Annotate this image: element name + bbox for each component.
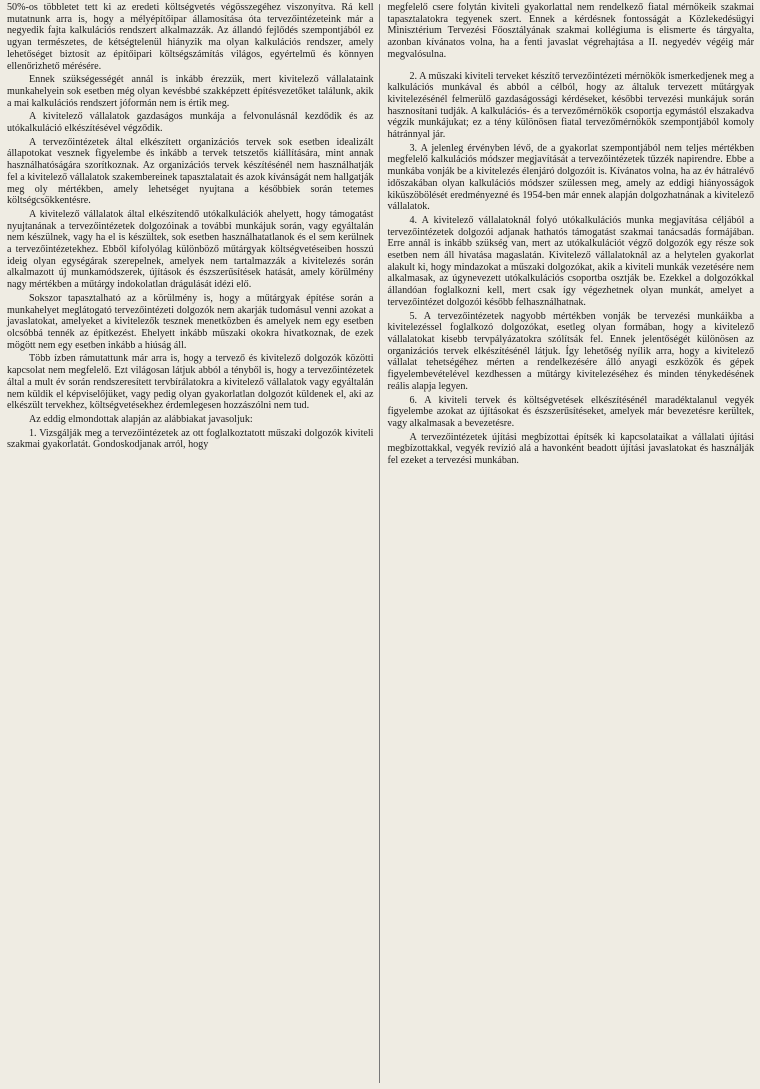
list-item: 4. A kivitelező vállalatoknál folyó utókalkulációs munka megjavítása céljából a tervezőintézetek dolgozói adjanak hathatós támogatást szakmai tanácsadás formájában. Erre annál is inkább szükség van, mert az utókalkulációt végző dolgozók egy része sok esetben nem áll hivatása magaslatán. Kivitelező vállalatoknál az a helytelen gyakorlat alakult ki, hogy mindazokat a műszaki dolgozókat, akik a kiviteli munkák vezetésére nem alkalmasak, az úgynevezett utókalkulációs csoportba osztják be. Ezekkel a dolgozókkal állandóan foglalkozni kell, mert csak így végezhetnek olyan munkát, amelyet a tervezőintézet dolgozói később felhasználhatnak.: [387, 214, 754, 308]
list-item: 3. A jelenleg érvényben lévő, de a gyakorlat szempontjából nem teljes mértékben megfelelő kalkulációs módszer megjavítását a tervezőintézetek tűzzék napirendre. Ebbe a munkába vonják be a kivitelezés élenjáró dolgozóit is. Kívánatos volna, ha az év hátralévő időszakában olyan kalkulációs módszer szülessen meg, amely az eddigi hiányosságok kiküszöbölését eredményezné és 1954-ben már ennek alapján dolgozhatnának a kivitelező vállalatok.: [387, 142, 754, 213]
paragraph: 50%-os többletet tett ki az eredeti költségvetés végösszegéhez viszonyítva. Rá kell mutatnunk arra is, hogy a mélyépítőipar államosítása óta tervezőintézeteink már a negyedik fajta kalkulációs rendszert alkalmazzák. Az állandó fejlődés szempontjából ez ugyan természetes, de kétségtelenül hiányzik ma olyan kalkulációs rendszer, amely lehetőséget biztosít az építőipari költségszámítás világos, egyértelmű és könnyen ellenőrizhető mérésére.: [7, 2, 374, 72]
paragraph: A tervezőintézetek által elkészített organizációs tervek sok esetben idealizált állapotokat vesznek figyelembe és inkább a tervek tetszetős kiállítására, mint annak használhatóságára szorítkoznak. Az organizációs tervek készítésénél nem használhatják fel a kivitelező vállalatok szakembereinek tapasztalatait és azok kívánságát nem hallgatják meg oly mértékben, amely lehetséget nyujtana a későbbiek során tetemes költségcsökkentésre.: [7, 136, 374, 207]
paragraph: Ennek szükségességét annál is inkább érezzük, mert kivitelező vállalataink munkahelyein sok esetben még olyan kevésbbé szakképzett építésvezetőket találunk, akik a mai kalkulációs rendszert jóformán nem is értik meg.: [7, 74, 374, 109]
list-item: 5. A tervezőintézetek nagyobb mértékben vonják be tervezési munkáikba a kivitelezéssel foglalkozó dolgozókat, esetleg olyan formában, hogy a kivitelező vállalatokat kisebb tervpályázatokra szólítsák fel. Ennek jelentőségét különösen az organizációs tervek elkészítésénél látjuk. Így lehetőség nyílik arra, hogy a kivitelező vállalat tehetségéhez mérten a rendelkezésére álló anyagi eszközök és gépek figyelembevételével kezdhessen a műtárgy kivitelezéséhez és minden ténykedésének reális alapja legyen.: [387, 310, 754, 392]
list-item: 6. A kiviteli tervek és költségvetések elkészítésénél maradéktalanul vegyék figyelembe azokat az újításokat és észszerűsítéseket, amelyek már bevezetésre kerültek, vagy alkalmasak a bevezetésre.: [387, 394, 754, 429]
paragraph: A tervezőintézetek újítási megbízottai építsék ki kapcsolataikat a vállalati újítási megbízottakkal, vegyék revízió alá a havonként beadott újítási javaslatokat és használják fel ezeket a tervezési munkában.: [387, 431, 754, 467]
paragraph: Az eddig elmondottak alapján az alábbiakat javasoljuk:: [29, 413, 253, 425]
right-column: [388, 2, 755, 1089]
list-item: 2. A műszaki kiviteli terveket készítő tervezőintézeti mérnökök ismerkedjenek meg a kalkulációs munkával és abból a célból, hogy az általuk tervezett műtárgyak kivitelezésénél felmerülő gazdaságossági kérdéseket, későbbi tervezési munkájuk során hasznosítani tudják. A kalkulációs- és a tervezőmérnökök csoportja egymástól elszakadva végzik munkájukat; ez a tény különösen fiatal tervezőmérnökök szempontjából komoly hátránnyal jár.: [387, 70, 754, 141]
paragraph: A kivitelező vállalatok által elkészítendő utókalkulációk ahelyett, hogy támogatást nyujtanának a tervezőintézetek dolgozóinak a további munkájuk során, vagy egyáltalán nem készülnek, vagy ha el is készültek, sok esetben használhatatlanok és el sem kerülnek a tervezőintézetekhez. Ebből kifolyólag különböző műtárgyak költségvetéseiben hosszú ideig olyan egységárak szerepelnek, amelyek nem tartalmazzák a kivitelezés során alkalmazott új munkamódszerek, újítások és észszerűsítések hatását, amely körülmény nagy mértékben a műtárgy indokolatlan drágulását idézi elő.: [7, 208, 374, 291]
paragraph: Több ízben rámutattunk már arra is, hogy a tervező és kivitelező dolgozók közötti kapcsolat nem megfelelő. Ezt világosan látjuk abból a tényből is, hogy a tervezőintézetek által a mult év során rendszeresített tervbírálatokra a kivitelező vállalatok vagy egyáltalán nem küldik el képviselőjüket, vagy pedig olyan gyakorlatlan dolgozót küldenek el, aki az elkészült tervekhez, költségvetésekhez érdemlegesen hozzászólni nem tud.: [7, 353, 374, 412]
paragraph: Sokszor tapasztalható az a körülmény is, hogy a műtárgyak építése során a munkahelyet meglátogató tervezőintézeti dolgozók nem akarják tudomásul venni azokat a javaslatokat, amelyeket a kivitelezők tesznek menetközben és amelyek nem egy esetben olcsóbbá tennék az építkezést. Ehelyett inkább műszaki okokra hivatkoznak, de ezek mögött nem egy esetben inkább a hiúság áll.: [7, 292, 374, 351]
list-item: 1. Vizsgálják meg a tervezőintézetek az ott foglalkoztatott műszaki dolgozók kiviteli szakmai gyakorlatát. Gondoskodjanak arról, hogy: [7, 427, 374, 451]
list-item-continuation: megfelelő csere folytán kiviteli gyakorlattal nem rendelkező fiatal mérnökeik szakmai tapasztalatokra tegyenek szert. Ennek a kérdésnek fontosságát a Közlekedésügyi Minisztérium Tervezési Főosztályának szakmai kollégiuma is elismerte és tárgyalta, azonban kívánatos volna, ha a fenti javaslat végrehajtása a II. negyedév végéig már megvalósulna.: [387, 2, 754, 60]
paragraph: A kivitelező vállalatok gazdaságos munkája a felvonulásnál kezdődik és az utókalkuláció elkészítésével végződik.: [7, 111, 374, 135]
column-divider: [379, 4, 380, 1083]
left-column: [7, 2, 374, 1089]
